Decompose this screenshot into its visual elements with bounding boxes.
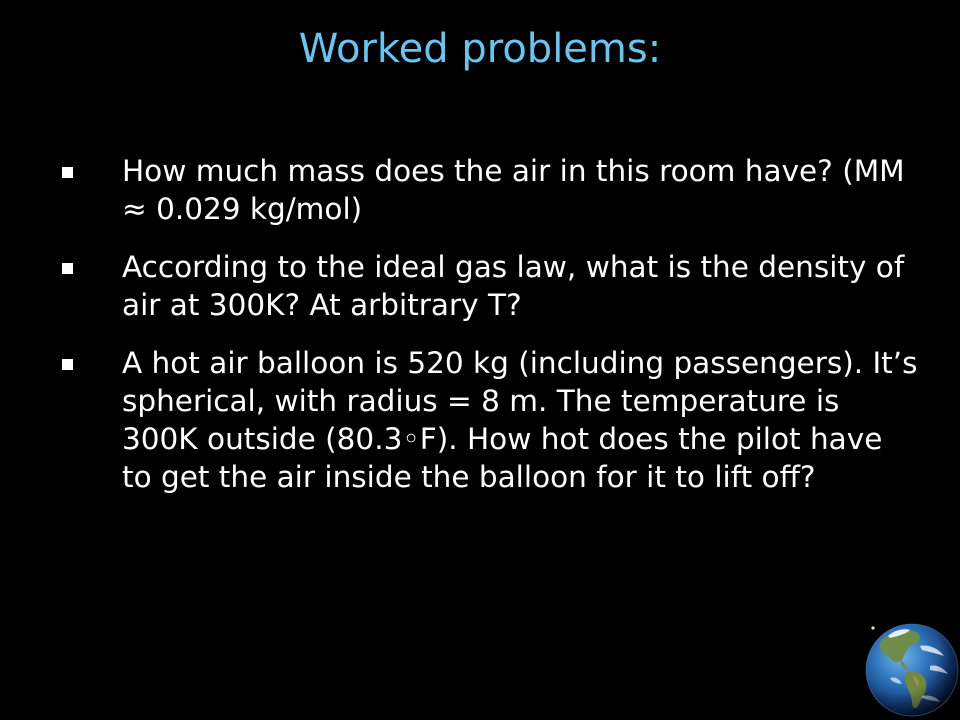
bullet-item: [60, 248, 920, 324]
bullet-list: [60, 152, 920, 516]
bullet-text: According to the ideal gas law, what is the density of air at 300K? At arbitrary T?: [122, 250, 905, 322]
slide-title: Worked problems:: [298, 26, 662, 72]
bullet-text: A hot air balloon is 520 kg (including passengers). It’s spherical, with radius = 8 m. The temperature is 300K outside (80.3◦F). How hot does the pilot have to get the air inside the balloon for it to lift off?: [122, 346, 918, 494]
square-bullet-icon: [62, 359, 73, 370]
bullet-item: [60, 152, 920, 228]
bullet-item: [60, 344, 920, 496]
square-bullet-icon: [62, 263, 73, 274]
square-bullet-icon: [62, 167, 73, 178]
earth-globe-icon: [860, 616, 960, 720]
bullet-text: How much mass does the air in this room have? (MM ≈ 0.029 kg/mol): [122, 154, 905, 226]
